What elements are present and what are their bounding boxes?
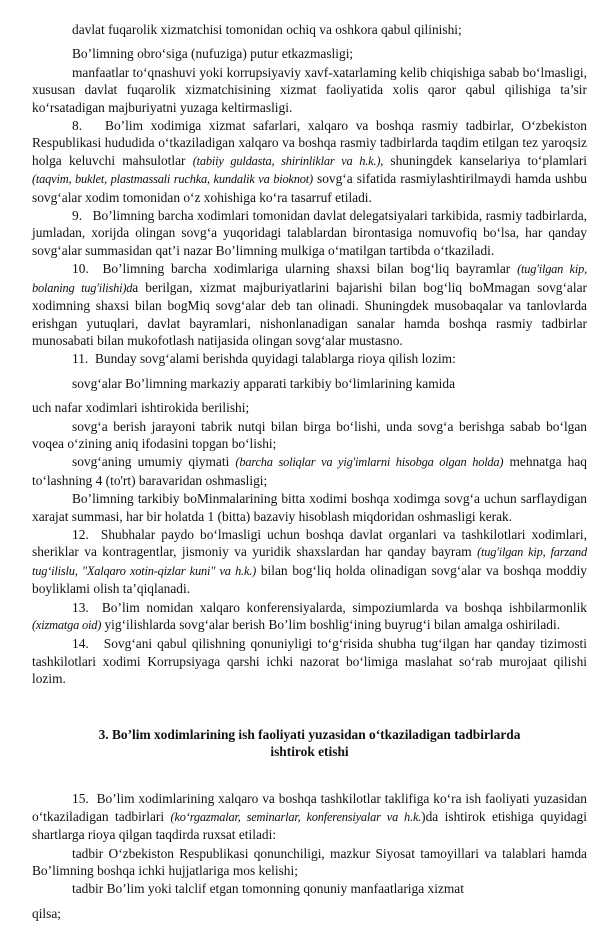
paragraph-number: 12.	[72, 526, 89, 542]
paragraph-number: 13.	[72, 599, 89, 615]
paragraph-text: Bo’lim xodimiga xizmat safarlari, xalqaro va boshqa rasmiy tadbirlar, O‘zbekiston Respublikasi hududida o‘tkaziladigan xalqaro va boshqa rasmiy tadbirlarda taqdim etilgan tez yaroqsiz holga keluvchi mahsulotlar	[32, 118, 587, 168]
paragraph-15-item-b: tadbir Bo’lim yoki talclif etgan tomonning qonuniy manfaatlariga xizmat	[72, 881, 464, 897]
paragraph-11-item-d: Bo’limning tarkibiy boMinmalarining bitta xodimi boshqa xodimga sovg‘a uchun sarflaydigan xarajat summasi, har bir holatda 1 (bitta) bazaviy hisoblash miqdoridan oshmasligi kerak.	[32, 491, 587, 524]
paragraph-9	[32, 207, 587, 259]
italic-note: (barcha soliqlar va yig'imlarni hisobga olgan holda)	[235, 455, 504, 470]
paragraph-text: bilan bog‘liq holda olinadigan sovg‘alar va boshqa moddiy boyliklami olish ta’qiqlanadi.	[32, 562, 587, 597]
paragraph-11-item-a-continued: uch nafar xodimlari ishtirokida berilishi;	[32, 400, 250, 416]
paragraph-text: Bo’limning barcha xodimlari tomonidan davlat delegatsiyalari tarkibida, rasmiy tadbirlarda, jumladan, xorijda olingan sovg‘a yuqoridagi talablardan birontasiga nomuvofiq bo‘lsa, har qanday sovg‘alar summasidan qat’i nazar Bo’limning mulkiga o‘matilgan tartibda o‘tkaziladi.	[32, 208, 587, 258]
paragraph-number: 15.	[72, 791, 89, 807]
italic-note: (tabiiy guldasta, shirinliklar va h.k.),	[192, 153, 384, 168]
paragraph-10	[32, 260, 587, 349]
paragraph-text: Bunday sovg‘alami berishda quyidagi talablarga rioya qilish lozim:	[94, 351, 456, 367]
paragraph-12	[32, 526, 587, 598]
paragraph-condition-open-acceptance: davlat fuqarolik xizmatchisi tomonidan ochiq va oshkora qabul qilinishi;	[72, 22, 462, 37]
italic-note: (xizmatga oid)	[32, 618, 102, 632]
paragraph-text: yig‘ilishlarda sovg‘alar berish Bo’lim boshlig‘ining buyrug‘i bilan amalga oshiriladi.	[101, 617, 561, 632]
paragraph-14	[32, 635, 587, 687]
paragraph-text: Sovg‘ani qabul qilishning qonuniyligi to‘g‘risida shubha tug‘ilgan har qanday tizimosti tashkilotlari xodimi Korrupsiyaga qarshi ichki nazorat bo‘limiga maslahat so‘rab murojaat qilishi lozim.	[32, 636, 587, 687]
paragraph-11-item-c	[32, 453, 587, 489]
italic-note: (tug'ilgan kip, bolaning tug'ilishi)d	[32, 262, 587, 295]
paragraph-text: Bo’lim xodimlarining xalqaro va boshqa tashkilotlar taklifiga ko‘ra ish faoliyati yuzasidan o‘tkaziladigan tadbirlari	[32, 791, 588, 824]
paragraph-15	[32, 790, 587, 843]
paragraph-11-item-a: sovg‘alar Bo’limning markaziy apparati tarkibiy bo‘limlarining kamida	[72, 375, 456, 391]
paragraph-text: mehnatga haq to‘lashning 4 (to'rt) baravaridan oshmasligi;	[32, 454, 587, 488]
paragraph-number: 11.	[72, 351, 89, 367]
paragraph-number: 8.	[72, 118, 83, 134]
paragraph-text: Bo’lim nomidan xalqaro konferensiyalarda, simpoziumlarda va boshqa ishbilarmonlik	[101, 599, 587, 615]
italic-note: (ko‘rgazmalar, seminarlar, konferensiyalar va h.k.	[170, 809, 422, 824]
paragraph-text: Bo’limning barcha xodimlariga ularning shaxsi bilan bog‘liq bayramlar	[102, 261, 518, 277]
paragraph-15-item-a: tadbir O‘zbekiston Respublikasi qonunchiligi, mazkur Siyosat tamoyillari va talablari hamda Bo’limning boshqa ichki hujjatlariga mos kelishi;	[32, 845, 587, 879]
paragraph-11-item-b: sovg‘a berish jarayoni tabrik nutqi bilan birga bo‘lishi, unda sovg‘a berishga sabab bo‘lgan voqea o‘zining aniq ifodasini topgan bo‘lishi;	[32, 418, 587, 451]
section-heading-line-2: ishtirok etishi	[270, 744, 349, 760]
section-heading-line-1: 3. Bo’lim xodimlarining ish faoliyati yuzasidan o‘tkaziladigan tadbirlarda	[98, 726, 521, 742]
paragraph-text: sovg‘aning umumiy qiymati	[72, 454, 236, 470]
paragraph-text: shuningdek kanselariya to‘plamlari	[383, 152, 588, 168]
paragraph-number: 9.	[72, 208, 83, 224]
italic-note: (taqvim, buklet, plastmassali ruchka, kundalik va bioknot)	[32, 172, 313, 187]
paragraph-text: sovg‘a sifatida rasmiylashtirilmaydi hamda ushbu sovg‘alar xodim tomonidan o‘z xohishiga ko‘ra tasarruf etiladi.	[32, 171, 587, 205]
paragraph-number: 14.	[72, 636, 89, 652]
paragraph-condition-reputation: Bo’limning obro‘siga (nufuziga) putur etkazmasligi;	[72, 46, 354, 62]
italic-note: (tug'ilgan kip, farzand tug‘ilislu, "Xalqaro xotin-qizlar kuni" va h.k.)	[32, 545, 587, 578]
paragraph-text: a berilgan, xizmat majburiyatlarini bajarishi bilan bog‘liq boMmagan sovg‘alar xodimning shaxsi bilan bogMiq sovg‘alar deb tan olinadi. Shuningdek musobaqalar va tanlovlarda erishgan yutuqlari, davlat bayramlari, nishonlanadigan sanalar hamda boshqa rasmiy tadbirlar munosabati bilan mukofotlash natijasida olingan sovg‘alar mustasno.	[32, 279, 588, 348]
paragraph-13	[32, 599, 587, 635]
paragraph-text: Shubhalar paydo bo‘lmasligi uchun boshqa davlat organlari va tashkilotlari xodimlari, sheriklar va kontragentlar, jismoniy va yuridik shaxslardan har qanday bayram	[32, 526, 587, 560]
paragraph-text: )da ishtirok etishiga quyidagi shartlarga rioya qilgan taqdirda ruxsat etiladi:	[32, 808, 587, 843]
paragraph-11	[32, 350, 587, 367]
paragraph-number: 10.	[72, 261, 89, 277]
paragraph-15-item-b-continued: qilsa;	[32, 905, 62, 921]
section-heading	[32, 726, 587, 761]
paragraph-8	[32, 117, 587, 206]
paragraph-condition-conflict-of-interest: manfaatlar to‘qnashuvi yoki korrupsiyaviy xavf-xatarlaming kelib chiqishiga sabab bo‘lmasligi, xususan davlat fuqarolik xizmatchisining xizmat faoliyatida xolis qaror qabul qilishiga ta’sir ko‘rsatadigan majburiyatni yuzaga keltirmasligi.	[32, 64, 587, 115]
